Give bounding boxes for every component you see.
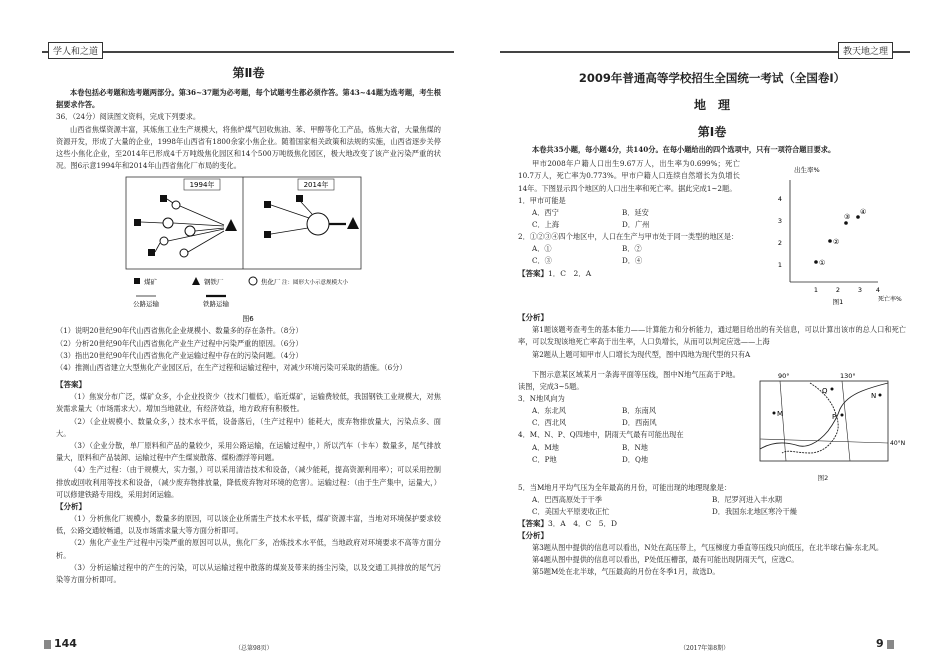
right-analysis: 第2题从上题可知甲市人口增长为现代型，图中四地为现代型的只有A (532, 349, 751, 359)
option[interactable]: A．东北风 (532, 406, 566, 416)
option[interactable]: C．③ (532, 256, 552, 266)
option[interactable]: C．西北风 (532, 418, 567, 428)
option[interactable]: D．④ (622, 256, 643, 266)
option[interactable]: D．我国东北地区寒冷干燥 (712, 507, 797, 517)
right-analysis2: 第5题M处在北半球，气压最高的月份在冬季1月，故选D。 (532, 567, 720, 577)
map2-label-n: N (871, 391, 877, 400)
chart1-ytick: 3 (777, 217, 782, 226)
q5-options (518, 506, 906, 518)
right-page-number: 9 (876, 637, 894, 650)
legend-road: 公路运输 (133, 300, 159, 309)
q5-options (518, 494, 906, 506)
chart1-point-label: ① (819, 259, 826, 268)
option[interactable]: C．P地 (532, 454, 557, 464)
left-analysis: （1）分析焦化厂规模小，数量多的原因，可以该企业所需生产技术水平低，煤矿资源丰富，当地对环境保护要求较低，公路交通较畅通，以及市场需求量大等方面分析即可。 (56, 514, 441, 536)
right-analysis-label: 【分析】 (518, 313, 548, 323)
q5: 5．当M地月平均气压为全年最高的月份，可能出现的地理现象是： (518, 482, 732, 492)
option[interactable]: A．① (532, 244, 552, 254)
subject-title: 地 理 (693, 98, 730, 112)
option[interactable]: C．美国大平原麦收正忙 (532, 507, 610, 517)
left-answer: （2）（企业规模小、数量众多，）技术水平低，设备落后，（生产过程中）能耗大，废弃物排放量大，污染点多、面大。 (56, 416, 441, 438)
chart1-ytick: 1 (777, 261, 782, 270)
chart1-point-label: ④ (860, 208, 867, 217)
q2-options (518, 243, 740, 255)
chart1-xlabel: 死亡率% (878, 296, 902, 304)
chart1-ytick: 4 (777, 195, 782, 204)
left-intro: 本卷包括必考题和选考题两部分。第36~37题为必考题，每个试题考生都必须作答。第43~44题为选考题，考生根据要求作答。 (56, 88, 441, 110)
option[interactable]: D．Q地 (622, 454, 649, 464)
left-analysis: （2）焦化产业生产过程中污染严重的原因可以从，焦化厂多，冶炼技术水平低，当地政府对环境要求不高等方面分析。 (56, 538, 441, 560)
chart1-point-label: ② (833, 238, 840, 247)
option[interactable]: B．东南风 (622, 406, 657, 416)
legend-coke-note: 注：圆形大小示意规模大小 (282, 280, 349, 287)
option[interactable]: B．尼罗河进入丰水期 (712, 495, 782, 505)
q4: 4．M、N、P、Q四地中，阴雨天气最有可能出现在 (518, 430, 684, 440)
chart1-caption: 图1 (832, 298, 844, 307)
q36-item: （4）推测山西省建立大型焦化产业园区后，在生产过程和运输过程中，对减少环境污染可采取的措施。（6分） (56, 363, 407, 373)
header-tag-right: 教天地之理 (838, 42, 893, 59)
right-analysis2-label: 【分析】 (518, 531, 548, 541)
left-analysis-label: 【分析】 (56, 502, 86, 512)
left-footer-note: （总第98页） (235, 645, 273, 652)
legend-rail: 铁路运输 (203, 300, 229, 309)
passage-2: 下图示意某区域某月一条海平面等压线，图中N地气压高于P地。读图，完成3~5题。 (518, 369, 740, 392)
page-marker (887, 640, 894, 649)
chart1-xtick: 1 (813, 286, 819, 295)
left-answer: （3）（企业分散，单厂原料和产品的量较少，采用公路运输，在运输过程中，）所以汽车（卡车）数量多，尾气排放量大，原料和产品装卸、运输过程中产生煤炭散落、煤粉漂浮等问题。 (56, 441, 441, 463)
left-page (56, 62, 441, 586)
right-section-title: 第Ⅰ卷 (697, 125, 727, 139)
option[interactable]: B．② (622, 244, 642, 254)
exam-title: 2009年普通高等学校招生全国统一考试（全国卷Ⅰ） (578, 71, 846, 85)
map2-caption: 图2 (817, 473, 829, 482)
right-footer-note: （2017年第8期） (680, 645, 730, 652)
left-page-number: 144 (44, 637, 77, 650)
left-answer: （1）焦炭分布广泛，煤矿众多，小企业投资少（技术门槛低），临近煤矿，运输费较低，我国钢铁工业规模大，对焦炭需求量大（市场需求大）。增加当地就业，有经济效益，地方政府有积极性。 (56, 392, 441, 414)
passage-1: 甲市2008年户籍人口出生9.67万人，出生率为0.699%；死亡10.7万人，死亡率为0.773%。甲市户籍人口连续自然增长为负增长14年。下图显示四个地区的人口出生率和死亡率。据此完成1~2题。 (518, 159, 740, 193)
legend-coke: 焦化厂 (261, 278, 281, 287)
q36-item: （3）指出20世纪90年代山西省焦化产业运输过程中存在的污染问题。（4分） (56, 350, 303, 360)
right-answer2-label: 【答案】3．A 4．C 5．D (518, 519, 617, 529)
map2-label-q: Q (822, 386, 828, 395)
figure-6-svg (56, 175, 441, 325)
q3-options (518, 417, 740, 429)
q3-options (518, 405, 740, 417)
q4-options (518, 442, 740, 454)
right-intro: 本卷共35小题，每小题4分，共140分。在每小题给出的四个选项中，只有一项符合题目要求。 (532, 145, 836, 154)
chart1-xtick: 2 (835, 286, 841, 295)
q4-options (518, 454, 740, 466)
map2-lon2: 130° (840, 371, 856, 380)
map2-lon1: 90° (778, 371, 790, 380)
right-analysis: 第1题该题考查考生的基本能力——计算能力和分析能力，通过题目给出的有关信息，可以计算出该市的总人口和死亡率，可以发现该地死亡率高于出生率，人口负增长，从而可以判定应选——上海 (518, 325, 906, 347)
page-marker (44, 640, 51, 649)
chart1-xtick: 4 (875, 286, 881, 295)
left-analysis: （3）分析运输过程中的产生的污染，可以从运输过程中散落的煤炭及带来的扬尘污染，以及交通工具排放的尾气污染等方面分析即可。 (56, 562, 441, 585)
option[interactable]: A．巴西高原处于干季 (532, 495, 602, 505)
legend-steel: 钢铁厂 (204, 278, 224, 287)
q36-text: 山西省焦煤资源丰富，其炼焦工业生产规模大，将焦炉煤气回收焦油、苯、甲醇等化工产品，炼焦大省，大量焦煤的资源开发，形成了大量的企业，1998年山西省有1800余家小焦企业。随着国家相关政策和法规的实施，山西省逐步关停这些小焦化企业，至2014年已形成4千万吨级焦化园区和14个500万吨级焦化园区，极大地改变了该产业污染严重的状况。图6示意1994年和2014年山西省焦化厂布局的变化。 (56, 124, 441, 171)
q36-item: （1）说明20世纪90年代山西省焦化企业规模小、数量多的存在条件。（8分） (56, 326, 303, 336)
q36-questions (56, 325, 441, 374)
chart1-xtick: 3 (857, 286, 863, 295)
figure-6 (56, 175, 441, 325)
left-section-title: 第Ⅱ卷 (232, 66, 265, 80)
q2: 2．①②③④四个地区中，人口在生产与甲市处于同一类型的地区是： (518, 232, 739, 242)
option[interactable]: D．广州 (622, 220, 650, 230)
q1-options (518, 219, 740, 231)
map2-label-m: M (777, 409, 784, 418)
option[interactable]: A．西宁 (532, 208, 559, 218)
chart1-point-label: ③ (844, 213, 851, 222)
fig-year-right: 2014年 (303, 181, 329, 190)
q1: 1．甲市可能是 (518, 195, 566, 205)
q2-options (518, 255, 740, 267)
option[interactable]: C．上海 (532, 220, 560, 230)
chart1-ylabel: 出生率% (794, 166, 820, 175)
chart-1 (740, 158, 906, 308)
option[interactable]: B．N地 (622, 442, 648, 452)
q1-options (518, 207, 740, 219)
map2-lat: 40°N (890, 439, 906, 447)
left-answer: （4）生产过程：（由于规模大，实力强，）可以采用清洁技术和设备，（减少能耗，提高资源利用率）；可以采用控制排放或回收利用等技术和设备，（减少废弃物排放量，降低废弃物对环境的危害）。运输过程：（由于生产集中，运量大，）可以修建铁路专用线，采用封闭运输。 (56, 465, 441, 499)
right-analysis2: 第3题从图中提供的信息可以看出，N处在高压带上，气压梯度力垂直等压线只向低压，在北半球右偏-东北风。 (532, 543, 884, 553)
right-analysis2: 第4题从图中提供的信息可以看出，P处低压槽部，最有可能出现阴雨天气，应选C。 (532, 555, 799, 565)
option[interactable]: A．M地 (532, 442, 559, 452)
map2-label-p: P (832, 412, 837, 421)
right-answer-label: 【答案】1．C 2．A (518, 269, 592, 279)
q3: 3．N地风向为 (518, 394, 565, 404)
figure-6-caption: 图6 (242, 315, 254, 324)
fig-year-left: 1994年 (189, 181, 215, 190)
option[interactable]: D．西南风 (622, 418, 657, 428)
header-tag-left: 学人和之道 (48, 42, 103, 59)
right-page (518, 62, 906, 579)
header-rule-left (42, 51, 454, 53)
option[interactable]: B．延安 (622, 208, 649, 218)
q36-item: （2）分析20世纪90年代山西省焦化产业生产过程中污染严重的原因。（6分） (56, 338, 303, 348)
left-answer-label: 【答案】 (56, 380, 86, 390)
q36-head: 36．（24分）阅读图文资料，完成下列要求。 (56, 112, 201, 122)
map-2 (740, 369, 906, 469)
chart1-ytick: 2 (777, 239, 782, 248)
legend-mine: 煤矿 (144, 278, 157, 287)
